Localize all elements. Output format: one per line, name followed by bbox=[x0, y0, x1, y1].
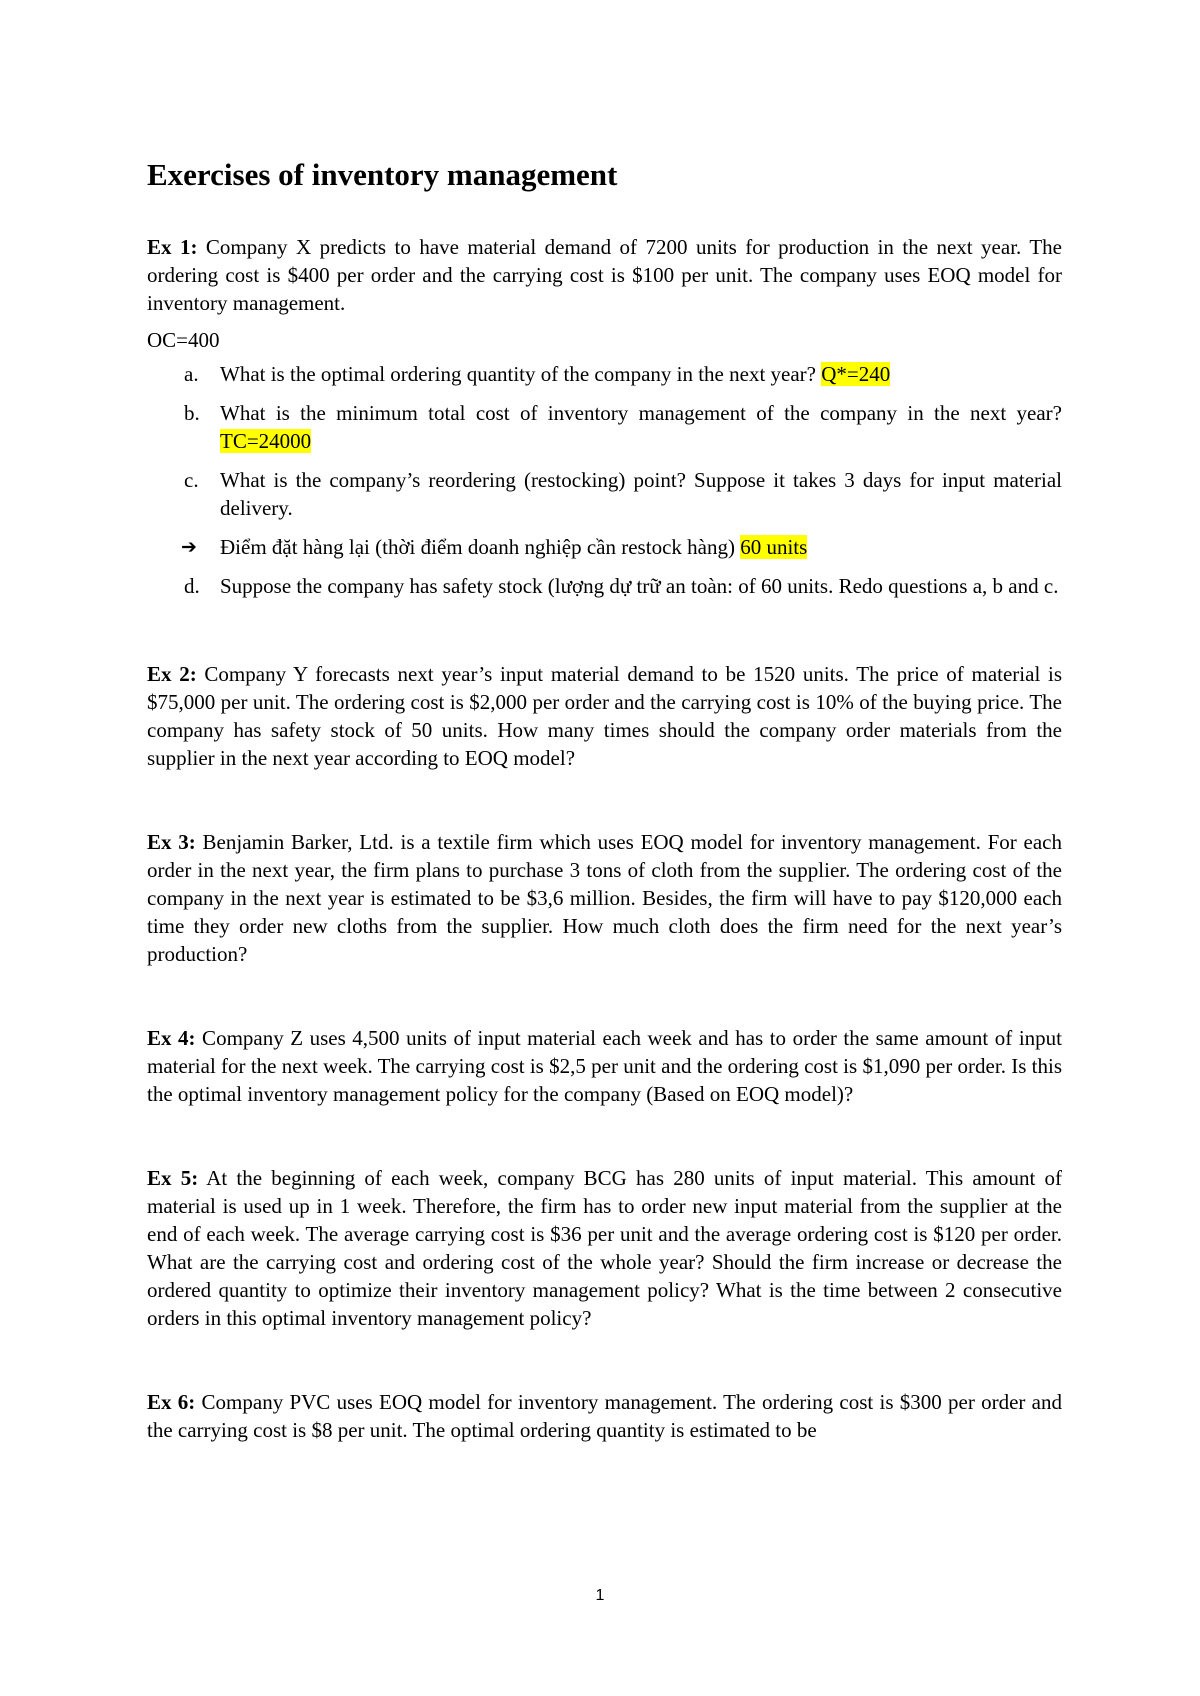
question-d-label: d. bbox=[184, 574, 200, 598]
answer-note-text: Điểm đặt hàng lại (thời điểm doanh nghiệp cần restock hàng) bbox=[220, 535, 741, 559]
exercise-5-text: At the beginning of each week, company BCG has 280 units of input material. This amount of material is used up in 1 week. Therefore, the firm has to order new input material from the supplier at the end of each week. The average carrying cost is $36 per unit and the average ordering cost is $120 per order. What are the carrying cost and ordering cost of the whole year? Should the firm increase or decrease the ordered quantity to optimize their inventory management policy? What is the time between 2 consecutive orders in this optimal inventory management policy? bbox=[147, 1166, 1062, 1330]
exercise-2-statement bbox=[147, 660, 1062, 772]
exercise-5 bbox=[147, 1164, 1062, 1332]
question-a-text: What is the optimal ordering quantity of the company in the next year? bbox=[220, 362, 822, 386]
question-a-label: a. bbox=[184, 362, 199, 386]
exercise-1-statement bbox=[147, 233, 1062, 317]
oc-note: OC=400 bbox=[147, 328, 220, 352]
question-c bbox=[147, 466, 1062, 522]
exercise-2-label: Ex 2: bbox=[147, 662, 197, 686]
exercise-1 bbox=[147, 233, 1062, 600]
exercise-4-statement bbox=[147, 1024, 1062, 1108]
question-c-label: c. bbox=[184, 468, 199, 492]
arrow-right-icon: ➔ bbox=[181, 536, 197, 558]
page-number: 1 bbox=[595, 1587, 605, 1604]
page-content bbox=[147, 157, 1062, 1444]
exercise-6 bbox=[147, 1388, 1062, 1444]
answer-note-value: 60 units bbox=[740, 535, 808, 559]
question-b-label: b. bbox=[184, 401, 200, 425]
exercise-2-text: Company Y forecasts next year’s input material demand to be 1520 units. The price of material is $75,000 per unit. The ordering cost is $2,000 per order and the carrying cost is 10% of the buying price. The company has safety stock of 50 units. How many times should the company order materials from the supplier in the next year according to EOQ model? bbox=[147, 662, 1062, 770]
exercise-4-text: Company Z uses 4,500 units of input material each week and has to order the same amount of input material for the next week. The carrying cost is $2,5 per unit and the ordering cost is $1,090 per order. Is this the optimal inventory management policy for the company (Based on EOQ model)? bbox=[147, 1026, 1062, 1106]
exercise-2 bbox=[147, 660, 1062, 772]
exercise-1-label: Ex 1: bbox=[147, 235, 198, 259]
exercise-6-statement bbox=[147, 1388, 1062, 1444]
exercise-1-text: Company X predicts to have material demand of 7200 units for production in the next year. The ordering cost is $400 per order and the carrying cost is $100 per unit. The company uses EOQ model for inventory management. bbox=[147, 235, 1063, 315]
question-b bbox=[147, 399, 1062, 455]
question-a-answer: Q*=240 bbox=[821, 362, 891, 386]
exercise-4 bbox=[147, 1024, 1062, 1108]
question-b-answer: TC=24000 bbox=[220, 429, 312, 453]
exercise-5-label: Ex 5: bbox=[147, 1166, 199, 1190]
answer-note bbox=[147, 533, 1062, 561]
exercise-3-text: Benjamin Barker, Ltd. is a textile firm which uses EOQ model for inventory management. For each order in the next year, the firm plans to purchase 3 tons of cloth from the supplier. The ordering cost of the company in the next year is estimated to be $3,6 million. Besides, the firm will have to pay $120,000 each time they order new cloths from the supplier. How much cloth does the firm need for the next year’s production? bbox=[147, 830, 1062, 966]
question-c-text: What is the company’s reordering (restocking) point? Suppose it takes 3 days for input material delivery. bbox=[220, 468, 1062, 520]
question-b-text: What is the minimum total cost of inventory management of the company in the next year? bbox=[220, 401, 1062, 425]
exercise-4-label: Ex 4: bbox=[147, 1026, 196, 1050]
question-d-text: Suppose the company has safety stock (lượng dự trữ an toàn: of 60 units. Redo questions a, b and c. bbox=[220, 574, 1059, 598]
exercise-3-label: Ex 3: bbox=[147, 830, 196, 854]
exercise-6-text: Company PVC uses EOQ model for inventory management. The ordering cost is $300 per order and the carrying cost is $8 per unit. The optimal ordering quantity is estimated to be bbox=[147, 1390, 1062, 1442]
question-d bbox=[147, 572, 1062, 600]
exercise-1-questions bbox=[147, 360, 1062, 600]
exercise-3 bbox=[147, 828, 1062, 968]
page-title: Exercises of inventory management bbox=[147, 157, 618, 192]
question-a bbox=[147, 360, 1062, 388]
exercise-5-statement bbox=[147, 1164, 1062, 1332]
exercise-3-statement bbox=[147, 828, 1062, 968]
exercise-6-label: Ex 6: bbox=[147, 1390, 196, 1414]
